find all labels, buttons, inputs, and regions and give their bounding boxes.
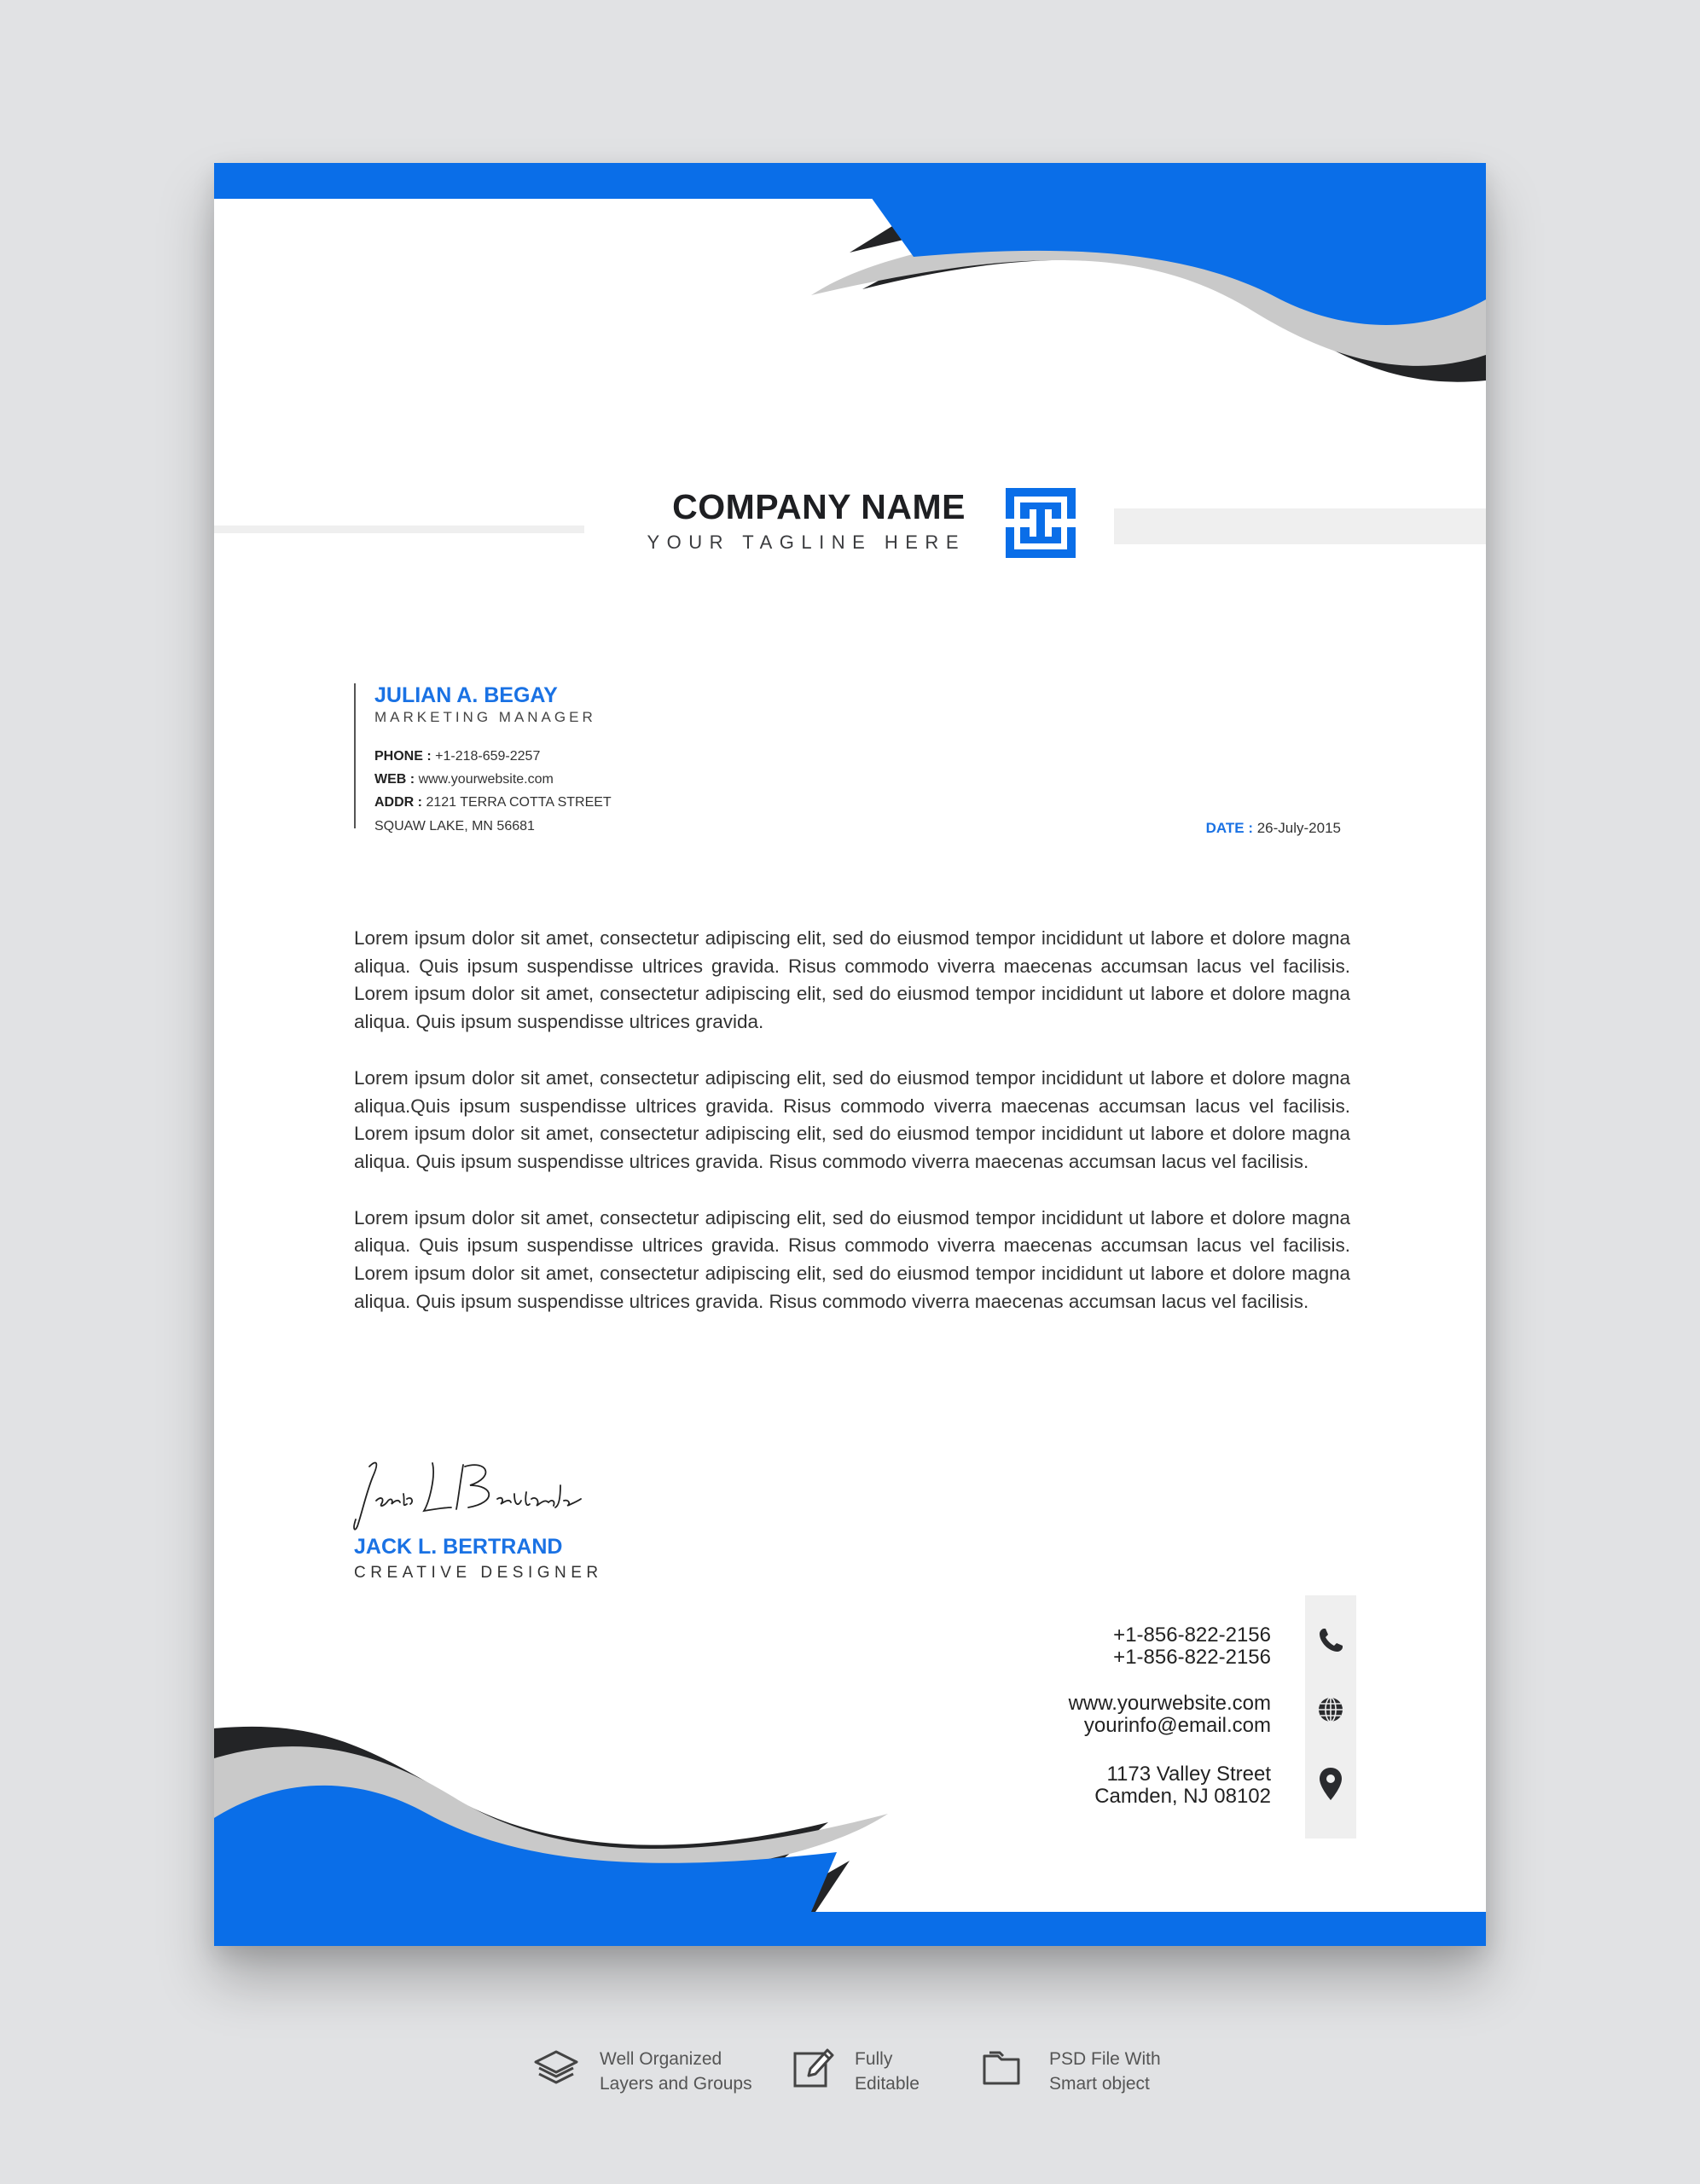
sender-phone: +1-218-659-2257 <box>435 749 541 764</box>
company-tagline: YOUR TAGLINE HERE <box>647 531 966 553</box>
feature-layers-line1: Well Organized <box>600 2049 722 2069</box>
sender-name: JULIAN A. BEGAY <box>374 683 558 707</box>
feature-editable-line1: Fully <box>855 2049 893 2069</box>
letter-date <box>1206 820 1341 837</box>
sender-web: www.yourwebsite.com <box>418 772 554 787</box>
globe-icon <box>1317 1696 1344 1723</box>
feature-layers-line2: Layers and Groups <box>600 2074 752 2094</box>
body-paragraph: Lorem ipsum dolor sit amet, consectetur adipiscing elit, sed do eiusmod tempor incididunt ut labore et dolore magna aliqua. Quis ipsum suspendisse ultrices gravida. Risus commodo viverra maecenas accumsan lacus vel facilisis. Lorem ipsum dolor sit amet, consectetur adipiscing elit, sed do eiusmod tempor incididunt ut labore et dolore magna aliqua. Quis ipsum suspendisse ultrices gravida. Risus commodo viverra maecenas accumsan lacus vel facilisis. <box>354 1206 1350 1312</box>
location-pin-icon <box>1317 1767 1344 1801</box>
feature-psd-text <box>1049 2047 1161 2096</box>
sender-title: MARKETING MANAGER <box>374 709 596 725</box>
footer-phone-1: +1-856-822-2156 <box>1113 1623 1271 1647</box>
layers-icon <box>532 2045 580 2093</box>
footer-address-2: Camden, NJ 08102 <box>1094 1785 1271 1808</box>
feature-editable-text <box>855 2047 920 2096</box>
sender-info <box>354 683 695 834</box>
top-blue-bar <box>214 163 1486 199</box>
company-name: COMPANY NAME <box>672 487 966 526</box>
company-logo-icon <box>1006 488 1076 558</box>
header-rule-right <box>1114 508 1486 544</box>
sender-phone-row <box>374 749 540 764</box>
feature-psd-line2: Smart object <box>1049 2074 1150 2094</box>
phone-icon <box>1317 1627 1344 1654</box>
signer-title: CREATIVE DESIGNER <box>354 1564 603 1582</box>
sender-web-row <box>374 772 554 787</box>
body-paragraph: Lorem ipsum dolor sit amet, consectetur adipiscing elit, sed do eiusmod tempor incididunt ut labore et dolore magna aliqua.Quis ipsum suspendisse ultrices gravida. Risus commodo viverra maecenas accumsan lacus vel facilisis. Lorem ipsum dolor sit amet, consectetur adipiscing elit, sed do eiusmod tempor incididunt ut labore et dolore magna aliqua. Quis ipsum suspendisse ultrices gravida. Risus commodo viverra maecenas accumsan lacus vel facilisis. <box>354 1066 1350 1172</box>
footer-address <box>1094 1763 1271 1808</box>
letter-body <box>354 925 1350 1344</box>
sender-web-label: WEB : <box>374 772 415 787</box>
sender-addr-label: ADDR : <box>374 795 422 810</box>
sender-phone-label: PHONE : <box>374 749 432 764</box>
feature-psd-line1: PSD File With <box>1049 2049 1161 2069</box>
bottom-blue-bar <box>214 1912 1486 1946</box>
feature-layers-text <box>600 2047 752 2096</box>
footer-phone-2: +1-856-822-2156 <box>1113 1646 1271 1669</box>
footer-address-1: 1173 Valley Street <box>1106 1763 1271 1786</box>
footer-email: yourinfo@email.com <box>1083 1714 1271 1737</box>
date-value: 26-July-2015 <box>1256 820 1341 836</box>
feature-editable-line2: Editable <box>855 2074 920 2094</box>
folder-icon <box>979 2044 1027 2092</box>
sender-addr-line2: SQUAW LAKE, MN 56681 <box>374 819 535 834</box>
signer-name: JACK L. BERTRAND <box>354 1535 563 1559</box>
sender-addr-line1: 2121 TERRA COTTA STREET <box>426 795 612 810</box>
sender-addr-row <box>374 795 612 810</box>
footer-website: www.yourwebsite.com <box>1068 1692 1271 1715</box>
edit-icon <box>790 2043 838 2091</box>
footer-phones <box>1113 1624 1271 1669</box>
footer-web-email <box>1069 1693 1271 1737</box>
header-rule-left <box>214 526 584 533</box>
date-label: DATE : <box>1205 820 1253 836</box>
handwritten-signature <box>351 1451 589 1536</box>
body-paragraph: Lorem ipsum dolor sit amet, consectetur adipiscing elit, sed do eiusmod tempor incididunt ut labore et dolore magna aliqua. Quis ipsum suspendisse ultrices gravida. Risus commodo viverra maecenas accumsan lacus vel facilisis. Lorem ipsum dolor sit amet, consectetur adipiscing elit, sed do eiusmod tempor incididunt ut labore et dolore magna aliqua. Quis ipsum suspendisse ultrices gravida. <box>354 927 1350 1033</box>
letterhead-sheet <box>214 163 1486 1946</box>
